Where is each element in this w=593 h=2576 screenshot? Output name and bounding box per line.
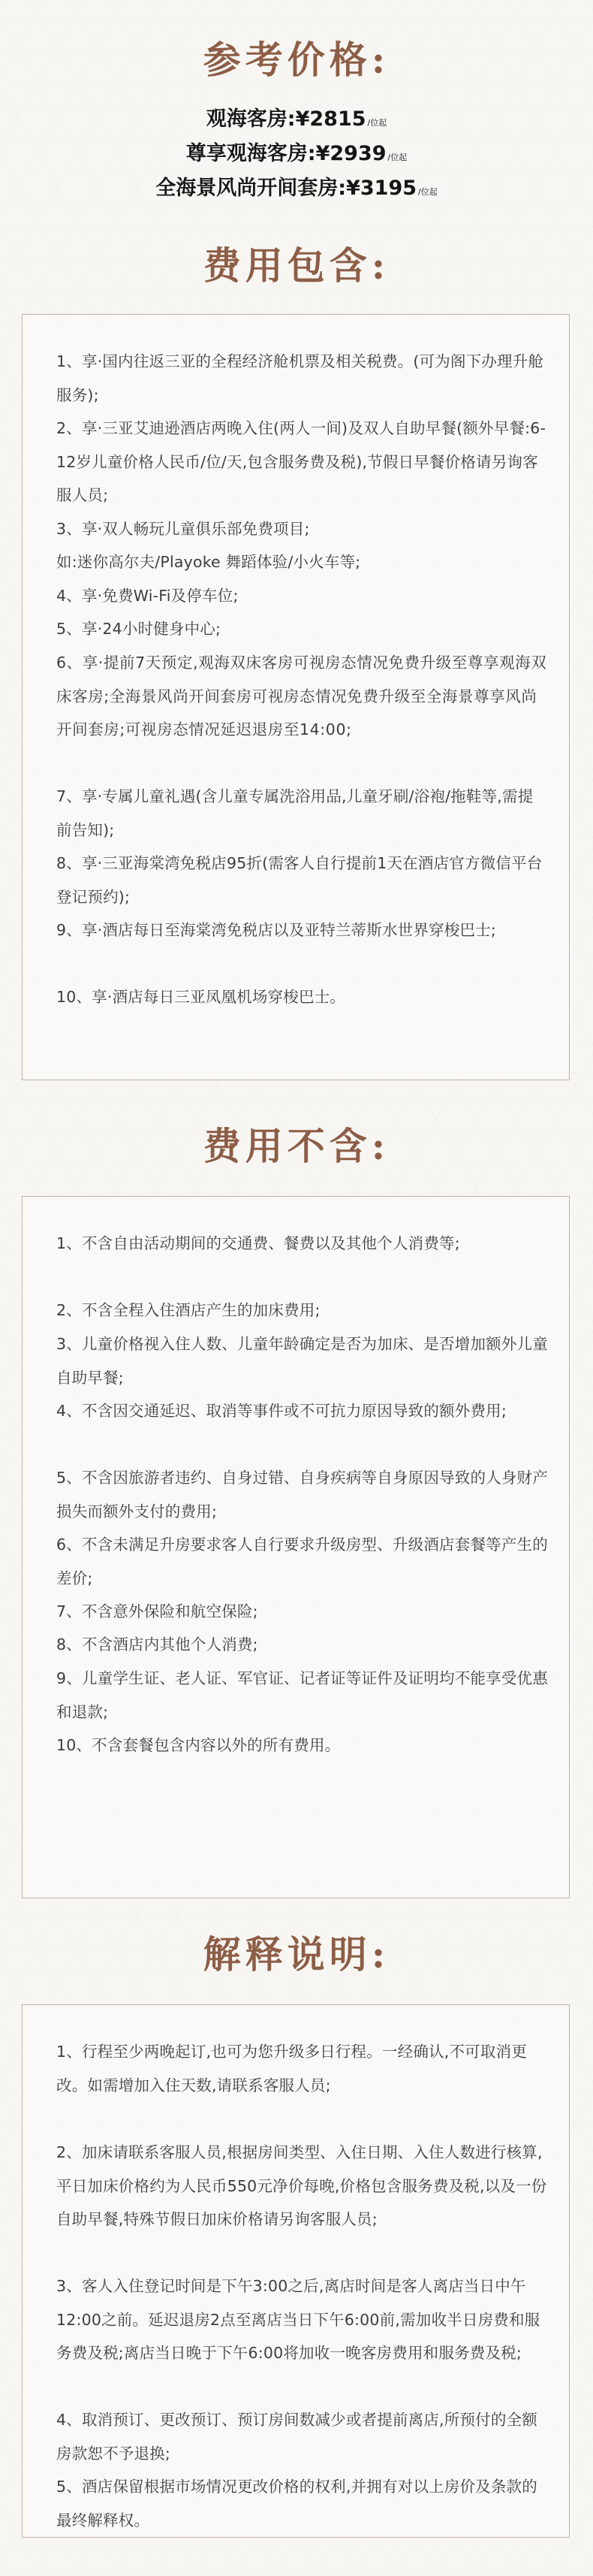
- room-price-list: [0, 104, 593, 207]
- excluded-item: 5、不含因旅游者违约、自身过错、自身疾病等自身原因导致的人身财产损失而额外支付的费用;: [56, 1469, 548, 1521]
- room-price-line: [0, 104, 593, 138]
- notes-item: 2、加床请联系客服人员,根据房间类型、入住日期、入住人数进行核算,平日加床价格约为人民币550元净价每晚,价格包含服务费及税,以及一份自助早餐,特殊节假日加床价格请另询客服人员;: [56, 2143, 547, 2228]
- included-item: 2、享·三亚艾迪逊酒店两晚入住(两人一间)及双人自助早餐(额外早餐:6-12岁儿童价格人民币/位/天,包含服务费及税),节假日早餐价格请另询客服人员;: [56, 419, 546, 504]
- notes-item: 5、酒店保留根据市场情况更改价格的权利,并拥有对以上房价及条款的最终解释权。: [56, 2478, 537, 2529]
- included-item: 8、享·三亚海棠湾免税店95折(需客人自行提前1天在酒店官方微信平台登记预约);: [56, 854, 543, 906]
- included-title: 费用包含:: [203, 243, 390, 288]
- included-item: 10、享·酒店每日三亚凤凰机场穿梭巴士。: [56, 988, 346, 1006]
- room-name: 观海客房:: [206, 107, 296, 131]
- price-unit: /位起: [387, 153, 408, 162]
- excluded-item: 1、不含自由活动期间的交通费、餐费以及其他个人消费等;: [56, 1234, 460, 1252]
- excluded-item: 3、儿童价格视入住人数、儿童年龄确定是否为加床、是否增加额外儿童自助早餐;: [56, 1335, 548, 1387]
- room-price-line: [0, 138, 593, 173]
- notes-title: 解释说明:: [203, 1932, 390, 1977]
- included-item: 如:迷你高尔夫/Playoke 舞蹈体验/小火车等;: [56, 553, 361, 571]
- price-unit: /位起: [367, 118, 387, 128]
- notes-item: 4、取消预订、更改预订、预订房间数减少或者提前离店,所预付的全额房款恕不予退换;: [56, 2411, 537, 2463]
- included-item: 5、享·24小时健身中心;: [56, 620, 221, 638]
- included-item: 1、享·国内往返三亚的全程经济舱机票及相关税费。(可为阁下办理升舱服务);: [56, 352, 544, 404]
- included-item: 7、享·专属儿童礼遇(含儿童专属洗浴用品,儿童牙刷/浴袍/拖鞋等,需提前告知);: [56, 787, 534, 839]
- room-price: ¥2939: [315, 142, 387, 165]
- notes-box: [22, 2004, 570, 2538]
- room-name: 全海景风尚开间套房:: [155, 177, 347, 200]
- price-unit: /位起: [418, 187, 438, 197]
- room-price: ¥2815: [295, 107, 366, 131]
- included-item: 3、享·双人畅玩儿童俱乐部免费项目;: [56, 520, 310, 538]
- notes-item: 1、行程至少两晚起订,也可为您升级多日行程。一经确认,不可取消更改。如需增加入住天数,请联系客服人员;: [56, 2043, 527, 2094]
- excluded-title: 费用不含:: [203, 1124, 390, 1168]
- excluded-box: [22, 1196, 570, 1898]
- excluded-item: 9、儿童学生证、老人证、军官证、记者证等证件及证明均不能享受优惠和退款;: [56, 1669, 548, 1721]
- included-item: 4、享·免费Wi-Fi及停车位;: [56, 587, 239, 605]
- notes-item: 3、客人入住登记时间是下午3:00之后,离店时间是客人离店当日中午12:00之前。延迟退房2点至离店当日下午6:00前,需加收半日房费和服务费及税;离店当日晚于下午6:00将加收一晚客房费用和服务费及税;: [56, 2277, 540, 2362]
- price-title: 参考价格:: [203, 38, 390, 82]
- excluded-item: 4、不含因交通延迟、取消等事件或不可抗力原因导致的额外费用;: [56, 1402, 507, 1420]
- excluded-item: 7、不含意外保险和航空保险;: [56, 1602, 258, 1620]
- included-item: 9、享·酒店每日至海棠湾免税店以及亚特兰蒂斯水世界穿梭巴士;: [56, 921, 496, 939]
- included-box: [22, 314, 570, 1080]
- excluded-item: 6、不含未满足升房要求客人自行要求升级房型、升级酒店套餐等产生的差价;: [56, 1536, 548, 1587]
- room-price-line: [0, 173, 593, 207]
- excluded-item: 10、不含套餐包含内容以外的所有费用。: [56, 1736, 341, 1754]
- room-name: 尊享观海客房:: [185, 142, 316, 165]
- excluded-item: 2、不含全程入住酒店产生的加床费用;: [56, 1301, 321, 1319]
- excluded-item: 8、不含酒店内其他个人消费;: [56, 1635, 258, 1653]
- included-item: 6、享·提前7天预定,观海双床客房可视房态情况免费升级至尊享观海双床客房;全海景风尚开间套房可视房态情况免费升级至全海景尊享风尚开间套房;可视房态情况延迟退房至14:00;: [56, 654, 547, 738]
- room-price: ¥3195: [346, 177, 417, 200]
